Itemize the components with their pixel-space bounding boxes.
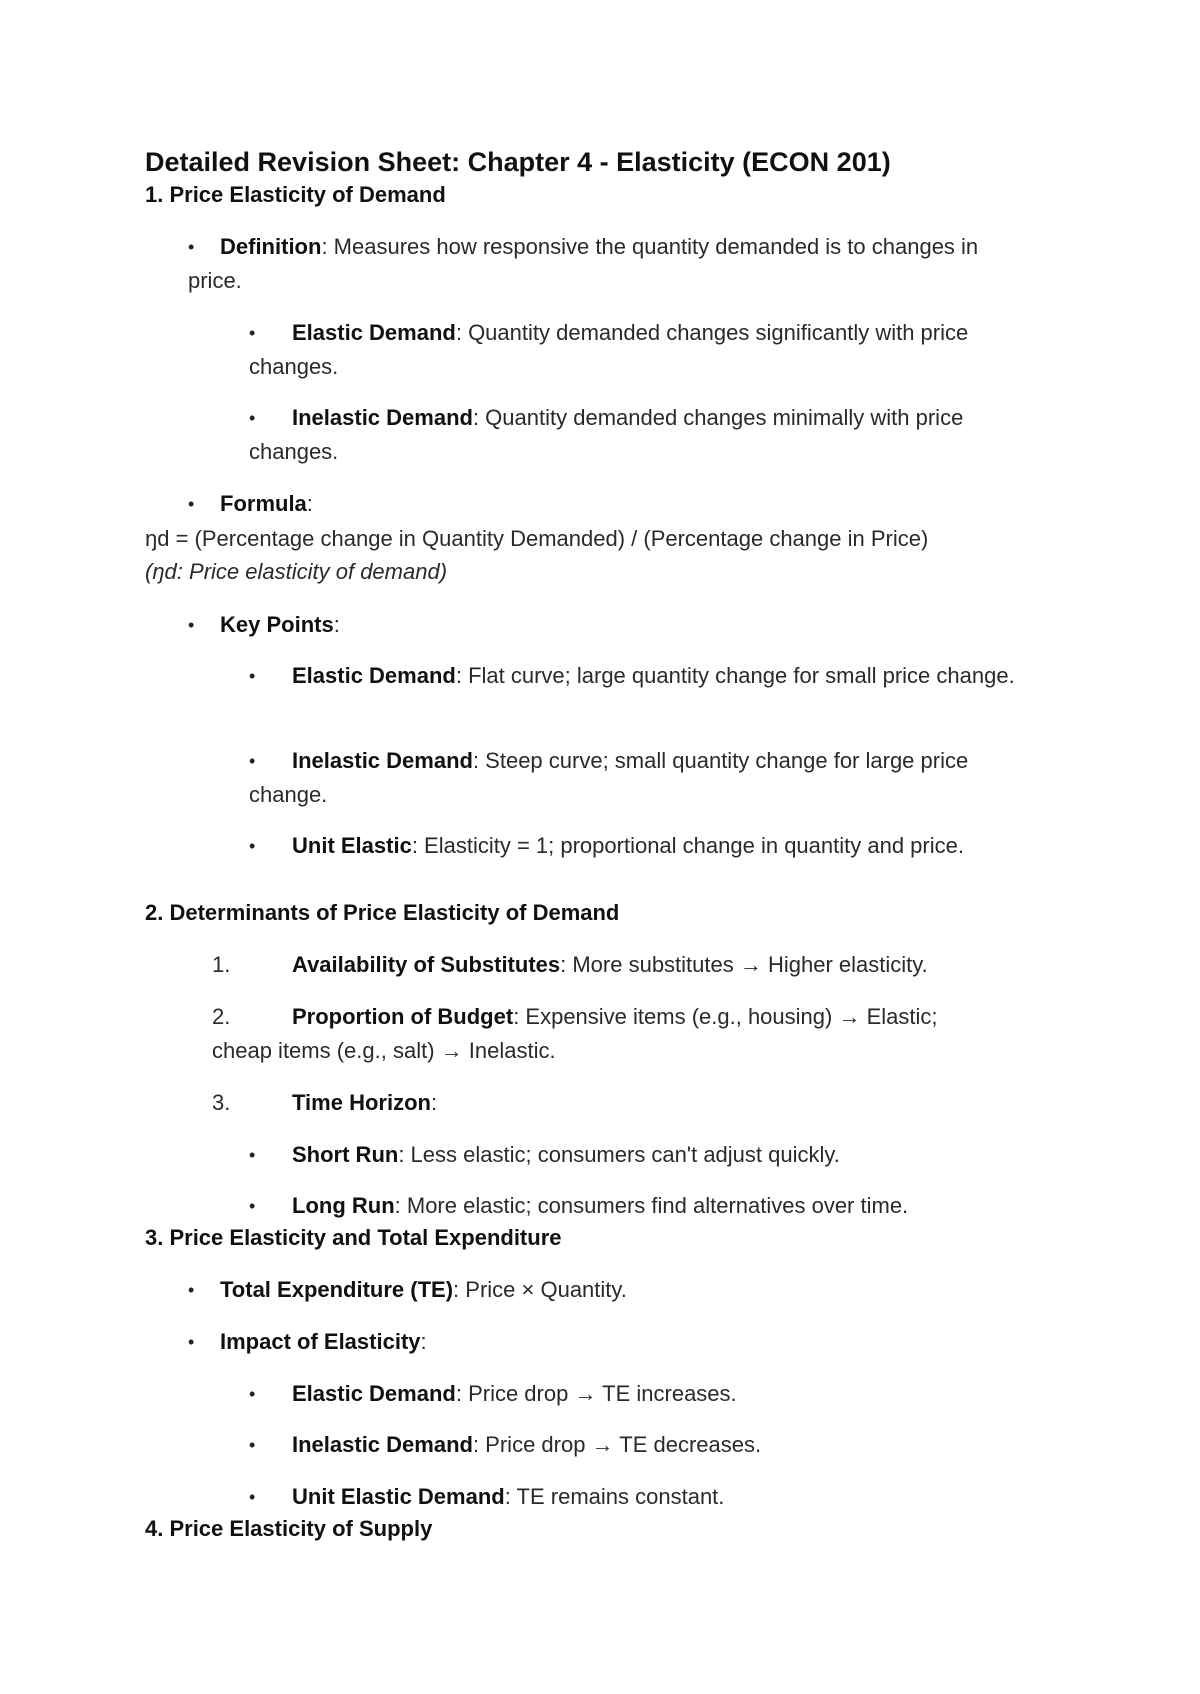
te-elastic-label: Elastic Demand bbox=[292, 1381, 456, 1406]
definition-text: : Measures how responsive the quantity demanded is to changes in price. bbox=[188, 234, 979, 293]
inelastic-demand-label: Inelastic Demand bbox=[292, 405, 473, 430]
determinant-substitutes-text: : More substitutes → Higher elasticity. bbox=[560, 952, 928, 977]
bullet-icon: • bbox=[188, 1280, 195, 1300]
short-run-item bbox=[292, 1138, 840, 1172]
elastic-demand-text: : Quantity demanded changes significantly with price changes. bbox=[249, 320, 969, 379]
bullet-icon: • bbox=[249, 1196, 256, 1216]
section-heading-price-elasticity-of-supply: 4. Price Elasticity of Supply bbox=[145, 1516, 433, 1541]
key-points-colon: : bbox=[333, 612, 340, 637]
long-run-item bbox=[292, 1189, 908, 1223]
key-point-elastic-text: : Flat curve; large quantity change for small price change. bbox=[455, 663, 1015, 688]
determinant-substitutes-label: Availability of Substitutes bbox=[292, 952, 561, 977]
te-inelastic-label: Inelastic Demand bbox=[292, 1432, 473, 1457]
bullet-icon: • bbox=[249, 1384, 256, 1404]
determinant-time-horizon-item bbox=[292, 1086, 437, 1120]
impact-of-elasticity-colon: : bbox=[420, 1329, 427, 1354]
te-elastic-item bbox=[292, 1377, 737, 1411]
determinant-budget-label: Proportion of Budget bbox=[292, 1004, 514, 1029]
bullet-icon: • bbox=[188, 494, 195, 514]
total-expenditure-text: : Price × Quantity. bbox=[453, 1277, 627, 1302]
key-point-inelastic-label: Inelastic Demand bbox=[292, 748, 473, 773]
short-run-label: Short Run bbox=[292, 1142, 399, 1167]
key-points-item bbox=[220, 608, 340, 642]
formula-colon: : bbox=[306, 491, 313, 516]
short-run-text: : Less elastic; consumers can't adjust quickly. bbox=[398, 1142, 840, 1167]
definition-item bbox=[188, 230, 1008, 298]
bullet-icon: • bbox=[249, 666, 256, 686]
definition-label: Definition bbox=[220, 234, 322, 259]
determinant-budget-item bbox=[292, 1000, 937, 1034]
bullet-icon: • bbox=[249, 323, 256, 343]
bullet-icon: • bbox=[188, 615, 195, 635]
bullet-icon: • bbox=[249, 408, 256, 428]
bullet-icon: • bbox=[188, 1332, 195, 1352]
document-title: Detailed Revision Sheet: Chapter 4 - Elasticity (ECON 201) bbox=[145, 147, 891, 177]
bullet-icon: • bbox=[249, 1487, 256, 1507]
impact-of-elasticity-label: Impact of Elasticity bbox=[220, 1329, 421, 1354]
bullet-icon: • bbox=[188, 237, 195, 257]
inelastic-demand-text: : Quantity demanded changes minimally with price changes. bbox=[249, 405, 964, 464]
key-point-elastic-item bbox=[249, 659, 1029, 693]
key-point-unit-item bbox=[249, 829, 1029, 863]
te-inelastic-item bbox=[292, 1428, 761, 1462]
total-expenditure-item bbox=[220, 1273, 627, 1307]
total-expenditure-label: Total Expenditure (TE) bbox=[220, 1277, 454, 1302]
long-run-text: : More elastic; consumers find alternatives over time. bbox=[394, 1193, 909, 1218]
determinant-budget-text: : Expensive items (e.g., housing) → Elastic; bbox=[513, 1004, 938, 1029]
determinant-budget-continuation: cheap items (e.g., salt) → Inelastic. bbox=[212, 1038, 556, 1063]
inelastic-demand-item bbox=[249, 401, 1029, 469]
section-heading-price-elasticity-of-demand: 1. Price Elasticity of Demand bbox=[145, 182, 446, 207]
bullet-icon: • bbox=[249, 1435, 256, 1455]
determinant-substitutes-item bbox=[292, 948, 928, 982]
te-unit-item bbox=[292, 1480, 724, 1514]
elastic-demand-item bbox=[249, 316, 1029, 384]
bullet-icon: • bbox=[249, 836, 256, 856]
key-point-elastic-label: Elastic Demand bbox=[292, 663, 456, 688]
formula-item bbox=[220, 487, 313, 521]
key-point-unit-label: Unit Elastic bbox=[292, 833, 412, 858]
long-run-label: Long Run bbox=[292, 1193, 395, 1218]
te-unit-label: Unit Elastic Demand bbox=[292, 1484, 505, 1509]
te-elastic-text: : Price drop → TE increases. bbox=[455, 1381, 737, 1406]
key-point-inelastic-text: : Steep curve; small quantity change for large price change. bbox=[249, 748, 969, 807]
formula-label: Formula bbox=[220, 491, 307, 516]
te-inelastic-text: : Price drop → TE decreases. bbox=[472, 1432, 762, 1457]
bullet-icon: • bbox=[249, 751, 256, 771]
section-heading-total-expenditure: 3. Price Elasticity and Total Expenditure bbox=[145, 1225, 562, 1250]
key-point-inelastic-item bbox=[249, 744, 1029, 812]
elastic-demand-label: Elastic Demand bbox=[292, 320, 456, 345]
list-number: 2. bbox=[212, 1004, 231, 1029]
formula-line: ŋd = (Percentage change in Quantity Demanded) / (Percentage change in Price) bbox=[145, 526, 929, 551]
impact-of-elasticity-item bbox=[220, 1325, 427, 1359]
bullet-icon: • bbox=[249, 1145, 256, 1165]
section-heading-determinants: 2. Determinants of Price Elasticity of Demand bbox=[145, 900, 620, 925]
formula-note: (ŋd: Price elasticity of demand) bbox=[145, 559, 448, 584]
determinant-time-horizon-label: Time Horizon bbox=[292, 1090, 431, 1115]
determinant-time-horizon-colon: : bbox=[430, 1090, 438, 1115]
key-point-unit-text: : Elasticity = 1; proportional change in quantity and price. bbox=[411, 833, 964, 858]
list-number: 1. bbox=[212, 952, 231, 977]
te-unit-text: : TE remains constant. bbox=[504, 1484, 725, 1509]
key-points-label: Key Points bbox=[220, 612, 334, 637]
list-number: 3. bbox=[212, 1090, 231, 1115]
